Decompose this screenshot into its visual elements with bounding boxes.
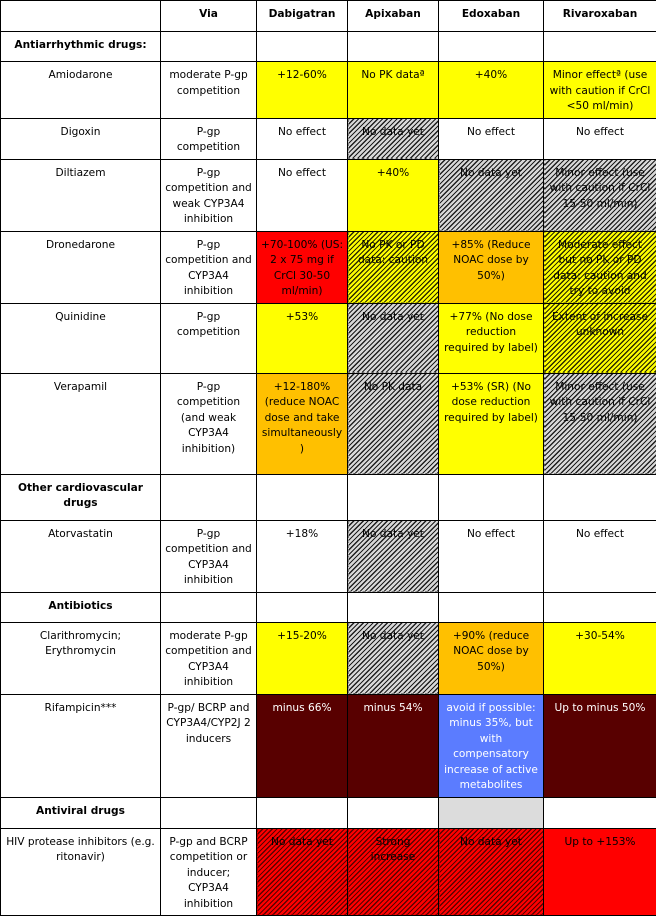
table-row-rifampicin	[1, 694, 656, 797]
empty-cell	[439, 32, 544, 62]
section-row-antiarrhythmic	[1, 32, 656, 62]
empty-cell	[348, 32, 439, 62]
section-title-antiarrhythmic: Antiarrhythmic drugs:	[1, 32, 161, 62]
drug-name: Quinidine	[1, 303, 161, 373]
dabigatran-cell: No data yet	[257, 828, 348, 916]
empty-cell	[161, 797, 257, 828]
table-row-quinidine	[1, 303, 656, 373]
via-cell: P-gp competition	[161, 118, 257, 159]
via-cell: P-gp competition and CYP3A4 inhibition	[161, 231, 257, 303]
apixaban-cell: No PK data	[348, 373, 439, 474]
header-row	[1, 1, 656, 32]
dabigatran-cell: +12-180% (reduce NOAC dose and take simultaneously)	[257, 373, 348, 474]
dabigatran-cell: +70-100% (US: 2 x 75 mg if CrCl 30-50 ml/min)	[257, 231, 348, 303]
rivaroxaban-cell: Minor effect (use with caution if CrCl 15-50 ml/min)	[544, 159, 656, 231]
rivaroxaban-cell: Moderate effect but no PK or PD data: caution and try to avoid	[544, 231, 656, 303]
empty-cell	[257, 32, 348, 62]
empty-cell	[161, 32, 257, 62]
table-row-dronedarone	[1, 231, 656, 303]
empty-cell	[439, 592, 544, 622]
empty-cell	[544, 32, 656, 62]
empty-cell	[257, 592, 348, 622]
empty-cell	[348, 592, 439, 622]
empty-cell	[161, 474, 257, 520]
apixaban-cell: No data yet	[348, 303, 439, 373]
empty-cell	[161, 592, 257, 622]
drug-name: Digoxin	[1, 118, 161, 159]
rivaroxaban-cell: No effect	[544, 520, 656, 592]
dabigatran-cell: +12-60%	[257, 62, 348, 119]
edoxaban-cell: +77% (No dose reduction required by label)	[439, 303, 544, 373]
apixaban-cell: minus 54%	[348, 694, 439, 797]
section-title-other-cv: Other cardiovascular drugs	[1, 474, 161, 520]
drug-name: Dronedarone	[1, 231, 161, 303]
dabigatran-cell: +53%	[257, 303, 348, 373]
edoxaban-cell: +40%	[439, 62, 544, 119]
header-edoxaban: Edoxaban	[439, 1, 544, 32]
dabigatran-cell: No effect	[257, 159, 348, 231]
section-title-antiviral: Antiviral drugs	[1, 797, 161, 828]
table-row-digoxin	[1, 118, 656, 159]
edoxaban-cell: No effect	[439, 520, 544, 592]
empty-cell	[544, 797, 656, 828]
drug-name: Amiodarone	[1, 62, 161, 119]
empty-cell	[257, 797, 348, 828]
drug-name: Atorvastatin	[1, 520, 161, 592]
via-cell: P-gp competition and weak CYP3A4 inhibition	[161, 159, 257, 231]
rivaroxaban-cell: Up to +153%	[544, 828, 656, 916]
dabigatran-cell: +15-20%	[257, 622, 348, 694]
edoxaban-cell: avoid if possible: minus 35%, but with compensatory increase of active metabolites	[439, 694, 544, 797]
apixaban-cell: +40%	[348, 159, 439, 231]
edoxaban-cell: +53% (SR) (No dose reduction required by label)	[439, 373, 544, 474]
header-drug-blank	[1, 1, 161, 32]
header-via: Via	[161, 1, 257, 32]
via-cell: P-gp and BCRP competition or inducer; CYP3A4 inhibition	[161, 828, 257, 916]
section-row-antibiotics	[1, 592, 656, 622]
dabigatran-cell: +18%	[257, 520, 348, 592]
header-apixaban: Apixaban	[348, 1, 439, 32]
table-row-hiv	[1, 828, 656, 916]
apixaban-cell: No data yet	[348, 622, 439, 694]
section-row-other-cv	[1, 474, 656, 520]
table-row-amiodarone	[1, 62, 656, 119]
empty-cell	[348, 474, 439, 520]
section-row-antiviral	[1, 797, 656, 828]
dabigatran-cell: minus 66%	[257, 694, 348, 797]
via-cell: P-gp competition (and weak CYP3A4 inhibition)	[161, 373, 257, 474]
header-dabigatran: Dabigatran	[257, 1, 348, 32]
edoxaban-cell: +90% (reduce NOAC dose by 50%)	[439, 622, 544, 694]
empty-cell	[439, 797, 544, 828]
edoxaban-cell: No effect	[439, 118, 544, 159]
table-row-clarithromycin	[1, 622, 656, 694]
empty-cell	[439, 474, 544, 520]
rivaroxaban-cell: Minor effectª (use with caution if CrCl <50 ml/min)	[544, 62, 656, 119]
via-cell: moderate P-gp competition and CYP3A4 inhibition	[161, 622, 257, 694]
header-rivaroxaban: Rivaroxaban	[544, 1, 656, 32]
via-cell: P-gp competition	[161, 303, 257, 373]
empty-cell	[348, 797, 439, 828]
via-cell: P-gp competition and CYP3A4 inhibition	[161, 520, 257, 592]
table-row-atorvastatin	[1, 520, 656, 592]
via-cell: P-gp/ BCRP and CYP3A4/CYP2J 2 inducers	[161, 694, 257, 797]
drug-name: HIV protease inhibitors (e.g. ritonavir)	[1, 828, 161, 916]
rivaroxaban-cell: +30-54%	[544, 622, 656, 694]
rivaroxaban-cell: No effect	[544, 118, 656, 159]
edoxaban-cell: No data yet	[439, 159, 544, 231]
table-row-diltiazem	[1, 159, 656, 231]
drug-name: Verapamil	[1, 373, 161, 474]
table-row-verapamil	[1, 373, 656, 474]
empty-cell	[257, 474, 348, 520]
apixaban-cell: No data yet	[348, 520, 439, 592]
rivaroxaban-cell: Up to minus 50%	[544, 694, 656, 797]
via-cell: moderate P-gp competition	[161, 62, 257, 119]
section-title-antibiotics: Antibiotics	[1, 592, 161, 622]
apixaban-cell: No PK or PD data: caution	[348, 231, 439, 303]
apixaban-cell: No PK dataª	[348, 62, 439, 119]
drug-name: Rifampicin***	[1, 694, 161, 797]
apixaban-cell: No data yet	[348, 118, 439, 159]
empty-cell	[544, 474, 656, 520]
rivaroxaban-cell: Extent of increase unknown	[544, 303, 656, 373]
apixaban-cell: Strong increase	[348, 828, 439, 916]
drug-name: Clarithromycin; Erythromycin	[1, 622, 161, 694]
rivaroxaban-cell: Minor effect (use with caution if CrCl 15-50 ml/min)	[544, 373, 656, 474]
edoxaban-cell: No data yet	[439, 828, 544, 916]
edoxaban-cell: +85% (Reduce NOAC dose by 50%)	[439, 231, 544, 303]
drug-name: Diltiazem	[1, 159, 161, 231]
empty-cell	[544, 592, 656, 622]
dabigatran-cell: No effect	[257, 118, 348, 159]
